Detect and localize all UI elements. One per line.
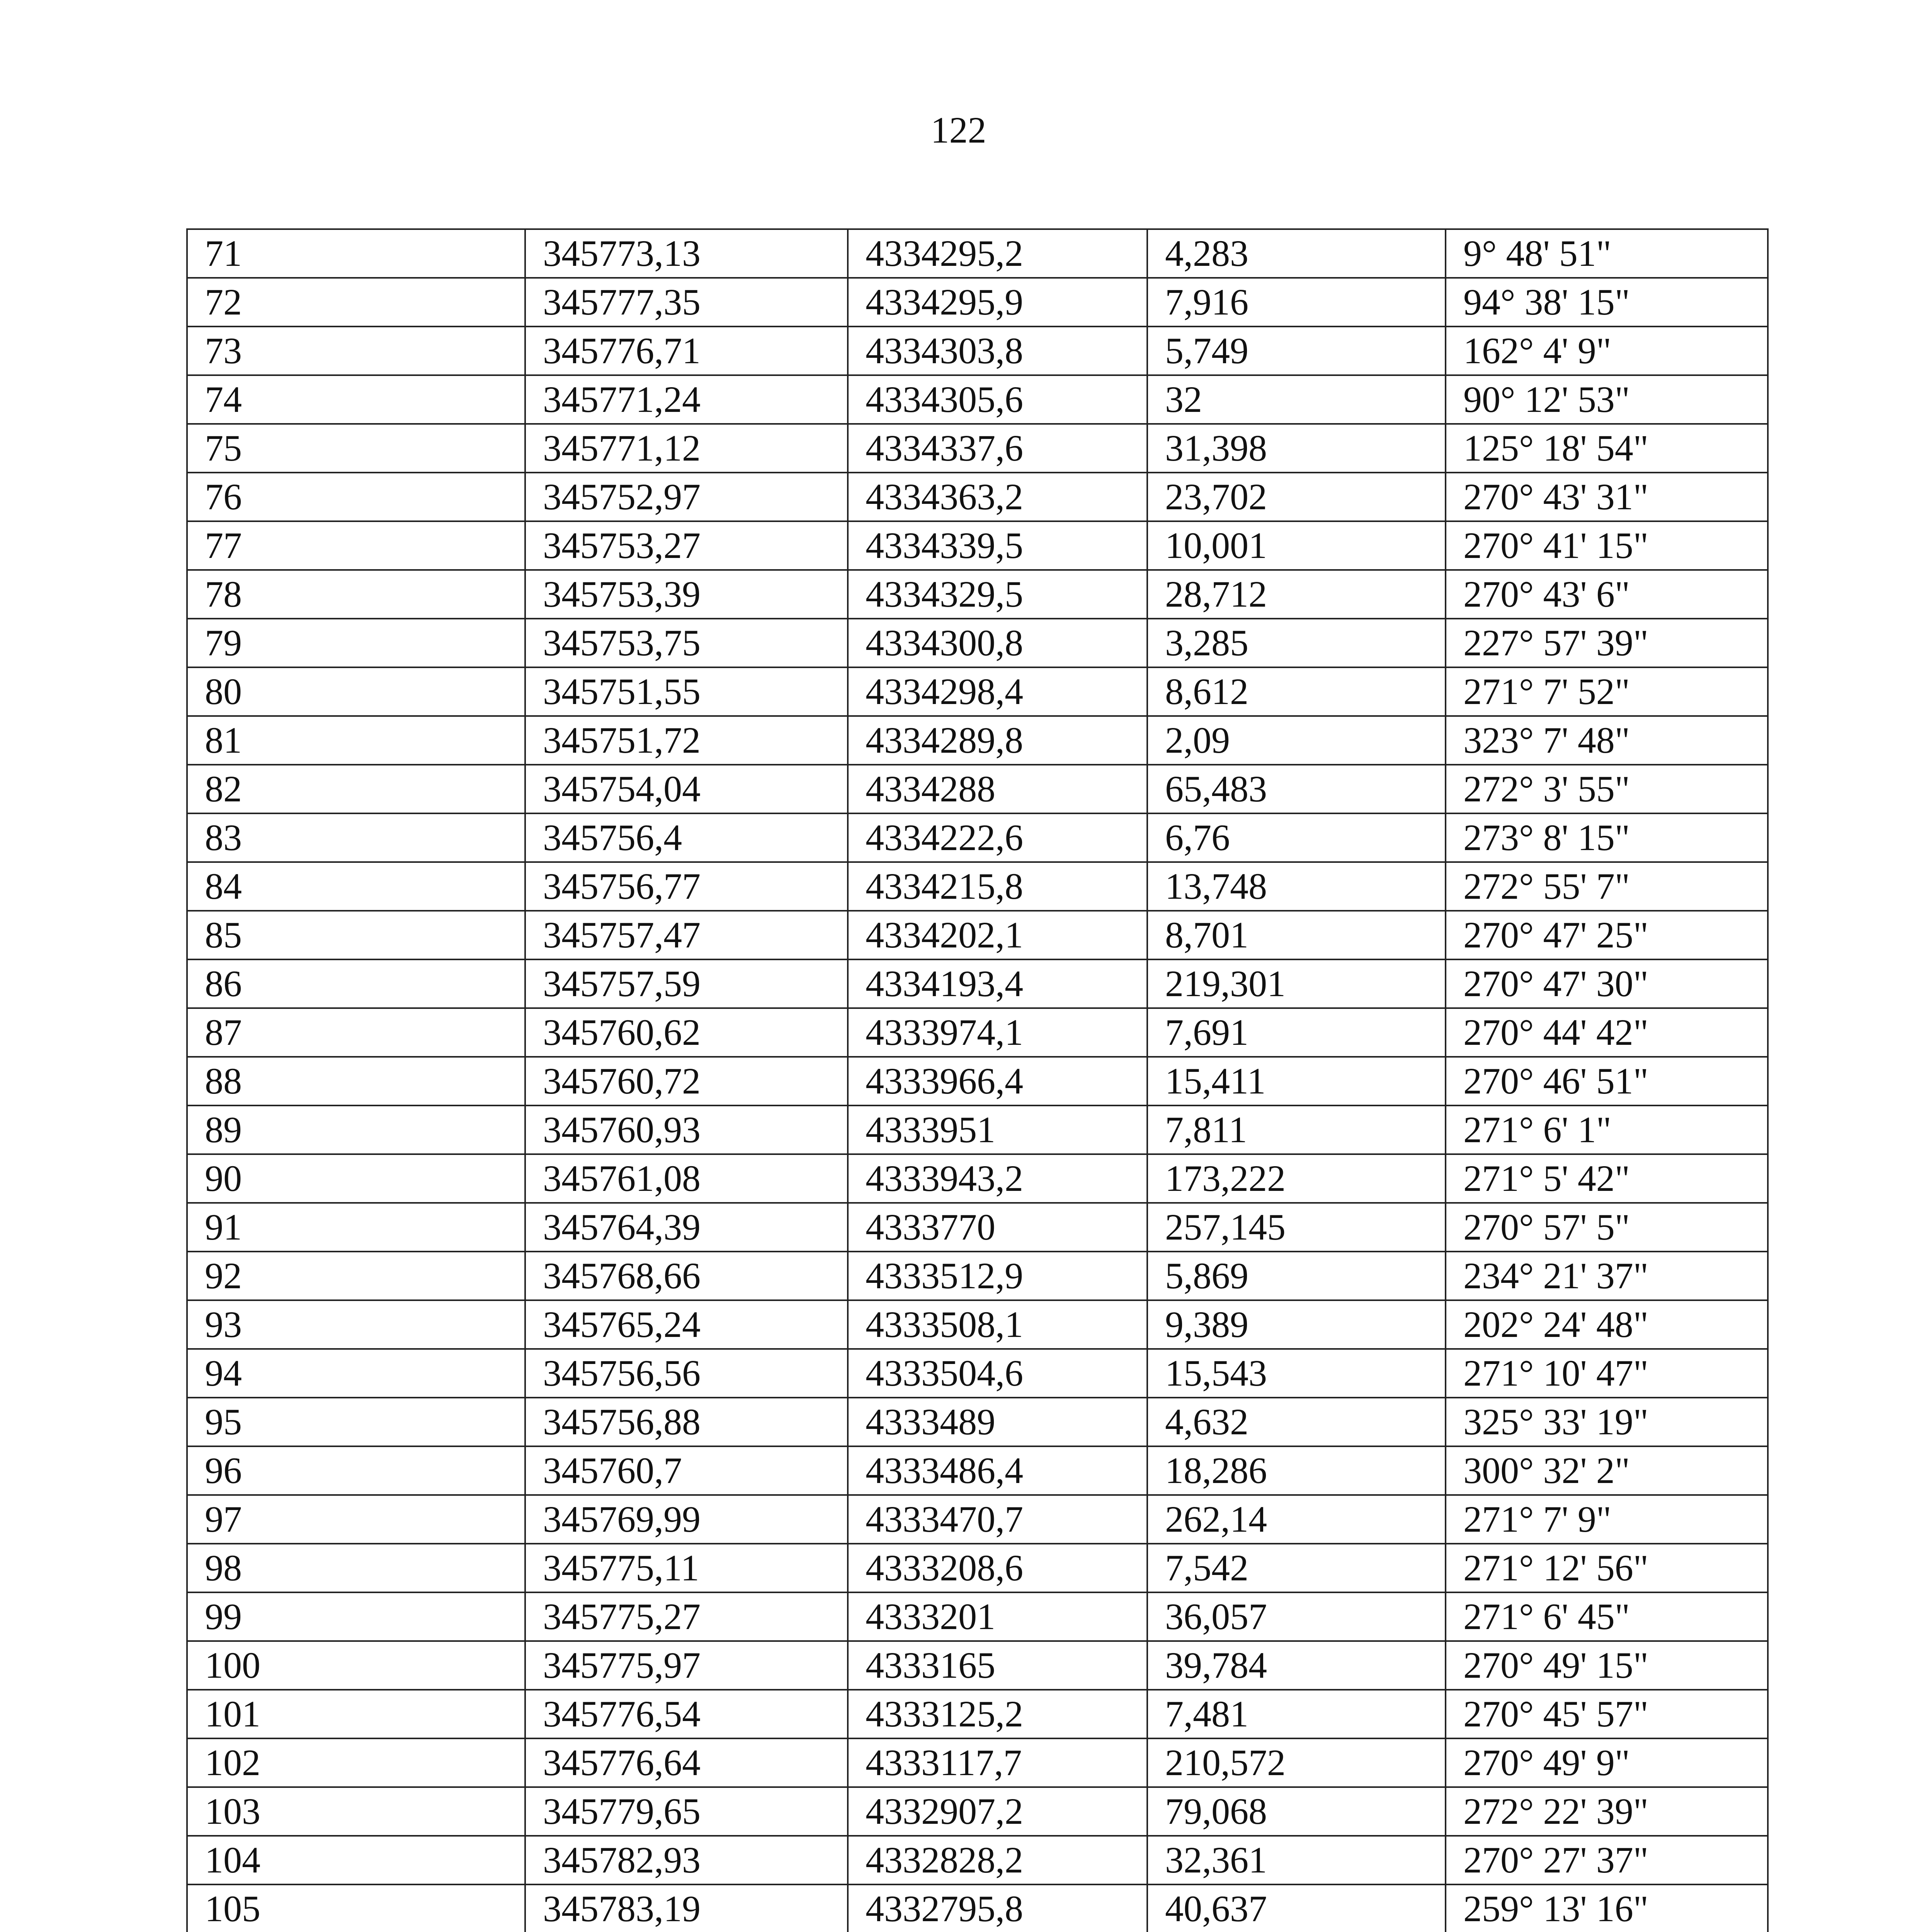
point-number-cell: 92 [187, 1252, 525, 1300]
y-coordinate-cell: 4334202,1 [848, 911, 1147, 959]
table-row [187, 1398, 1768, 1446]
length-cell: 4,283 [1147, 229, 1446, 278]
bearing-cell: 270° 49' 15" [1446, 1641, 1768, 1690]
y-coordinate-cell: 4334289,8 [848, 716, 1147, 765]
length-cell: 23,702 [1147, 473, 1446, 521]
x-coordinate-cell: 345751,55 [525, 667, 848, 716]
bearing-cell: 270° 45' 57" [1446, 1690, 1768, 1738]
point-number-cell: 76 [187, 473, 525, 521]
point-number-cell: 75 [187, 424, 525, 473]
table-row [187, 813, 1768, 862]
point-number-cell: 81 [187, 716, 525, 765]
table-row [187, 521, 1768, 570]
x-coordinate-cell: 345753,27 [525, 521, 848, 570]
point-number-cell: 101 [187, 1690, 525, 1738]
point-number-cell: 71 [187, 229, 525, 278]
bearing-cell: 272° 22' 39" [1446, 1787, 1768, 1836]
table-row [187, 327, 1768, 375]
length-cell: 6,76 [1147, 813, 1446, 862]
table-row [187, 911, 1768, 959]
table-row [187, 1836, 1768, 1884]
bearing-cell: 270° 41' 15" [1446, 521, 1768, 570]
y-coordinate-cell: 4333165 [848, 1641, 1147, 1690]
bearing-cell: 227° 57' 39" [1446, 619, 1768, 667]
x-coordinate-cell: 345776,71 [525, 327, 848, 375]
bearing-cell: 272° 3' 55" [1446, 765, 1768, 813]
y-coordinate-cell: 4332907,2 [848, 1787, 1147, 1836]
point-number-cell: 85 [187, 911, 525, 959]
table-row [187, 1008, 1768, 1057]
table-row [187, 375, 1768, 424]
y-coordinate-cell: 4334300,8 [848, 619, 1147, 667]
table-row [187, 1057, 1768, 1105]
x-coordinate-cell: 345777,35 [525, 278, 848, 327]
table-row [187, 1105, 1768, 1154]
bearing-cell: 270° 47' 30" [1446, 959, 1768, 1008]
table-row [187, 1787, 1768, 1836]
length-cell: 15,543 [1147, 1349, 1446, 1398]
point-number-cell: 84 [187, 862, 525, 911]
y-coordinate-cell: 4333974,1 [848, 1008, 1147, 1057]
x-coordinate-cell: 345751,72 [525, 716, 848, 765]
bearing-cell: 9° 48' 51" [1446, 229, 1768, 278]
bearing-cell: 270° 43' 31" [1446, 473, 1768, 521]
table-row [187, 1203, 1768, 1252]
x-coordinate-cell: 345773,13 [525, 229, 848, 278]
x-coordinate-cell: 345756,77 [525, 862, 848, 911]
x-coordinate-cell: 345756,56 [525, 1349, 848, 1398]
table-row [187, 765, 1768, 813]
bearing-cell: 125° 18' 54" [1446, 424, 1768, 473]
length-cell: 18,286 [1147, 1446, 1446, 1495]
point-number-cell: 86 [187, 959, 525, 1008]
x-coordinate-cell: 345779,65 [525, 1787, 848, 1836]
x-coordinate-cell: 345771,24 [525, 375, 848, 424]
x-coordinate-cell: 345753,75 [525, 619, 848, 667]
table-row [187, 667, 1768, 716]
bearing-cell: 323° 7' 48" [1446, 716, 1768, 765]
x-coordinate-cell: 345776,54 [525, 1690, 848, 1738]
x-coordinate-cell: 345752,97 [525, 473, 848, 521]
bearing-cell: 259° 13' 16" [1446, 1884, 1768, 1932]
x-coordinate-cell: 345776,64 [525, 1738, 848, 1787]
y-coordinate-cell: 4334329,5 [848, 570, 1147, 619]
point-number-cell: 72 [187, 278, 525, 327]
bearing-cell: 271° 7' 9" [1446, 1495, 1768, 1544]
point-number-cell: 90 [187, 1154, 525, 1203]
y-coordinate-cell: 4334339,5 [848, 521, 1147, 570]
y-coordinate-cell: 4334295,2 [848, 229, 1147, 278]
x-coordinate-cell: 345760,62 [525, 1008, 848, 1057]
table-row [187, 473, 1768, 521]
length-cell: 65,483 [1147, 765, 1446, 813]
length-cell: 79,068 [1147, 1787, 1446, 1836]
bearing-cell: 94° 38' 15" [1446, 278, 1768, 327]
point-number-cell: 88 [187, 1057, 525, 1105]
table-row [187, 716, 1768, 765]
y-coordinate-cell: 4334222,6 [848, 813, 1147, 862]
point-number-cell: 83 [187, 813, 525, 862]
y-coordinate-cell: 4333951 [848, 1105, 1147, 1154]
point-number-cell: 104 [187, 1836, 525, 1884]
point-number-cell: 77 [187, 521, 525, 570]
y-coordinate-cell: 4333208,6 [848, 1544, 1147, 1592]
x-coordinate-cell: 345756,4 [525, 813, 848, 862]
length-cell: 262,14 [1147, 1495, 1446, 1544]
table-row [187, 1690, 1768, 1738]
length-cell: 39,784 [1147, 1641, 1446, 1690]
bearing-cell: 270° 46' 51" [1446, 1057, 1768, 1105]
point-number-cell: 87 [187, 1008, 525, 1057]
y-coordinate-cell: 4333504,6 [848, 1349, 1147, 1398]
y-coordinate-cell: 4333512,9 [848, 1252, 1147, 1300]
page-number: 122 [930, 109, 987, 151]
table-row [187, 1738, 1768, 1787]
y-coordinate-cell: 4334295,9 [848, 278, 1147, 327]
point-number-cell: 78 [187, 570, 525, 619]
y-coordinate-cell: 4334298,4 [848, 667, 1147, 716]
y-coordinate-cell: 4333486,4 [848, 1446, 1147, 1495]
point-number-cell: 100 [187, 1641, 525, 1690]
bearing-cell: 270° 44' 42" [1446, 1008, 1768, 1057]
x-coordinate-cell: 345756,88 [525, 1398, 848, 1446]
bearing-cell: 271° 10' 47" [1446, 1349, 1768, 1398]
bearing-cell: 271° 6' 45" [1446, 1592, 1768, 1641]
point-number-cell: 97 [187, 1495, 525, 1544]
length-cell: 9,389 [1147, 1300, 1446, 1349]
y-coordinate-cell: 4333943,2 [848, 1154, 1147, 1203]
x-coordinate-cell: 345765,24 [525, 1300, 848, 1349]
point-number-cell: 99 [187, 1592, 525, 1641]
bearing-cell: 270° 43' 6" [1446, 570, 1768, 619]
table-row [187, 570, 1768, 619]
table-row [187, 1495, 1768, 1544]
point-number-cell: 73 [187, 327, 525, 375]
table-row [187, 1300, 1768, 1349]
y-coordinate-cell: 4334363,2 [848, 473, 1147, 521]
x-coordinate-cell: 345761,08 [525, 1154, 848, 1203]
point-number-cell: 94 [187, 1349, 525, 1398]
y-coordinate-cell: 4334303,8 [848, 327, 1147, 375]
bearing-cell: 202° 24' 48" [1446, 1300, 1768, 1349]
table-row [187, 1884, 1768, 1932]
x-coordinate-cell: 345757,59 [525, 959, 848, 1008]
length-cell: 13,748 [1147, 862, 1446, 911]
length-cell: 15,411 [1147, 1057, 1446, 1105]
x-coordinate-cell: 345769,99 [525, 1495, 848, 1544]
y-coordinate-cell: 4334337,6 [848, 424, 1147, 473]
point-number-cell: 80 [187, 667, 525, 716]
x-coordinate-cell: 345775,27 [525, 1592, 848, 1641]
bearing-cell: 270° 27' 37" [1446, 1836, 1768, 1884]
bearing-cell: 234° 21' 37" [1446, 1252, 1768, 1300]
table-row [187, 1641, 1768, 1690]
coordinates-table-body [187, 229, 1768, 1932]
x-coordinate-cell: 345754,04 [525, 765, 848, 813]
x-coordinate-cell: 345783,19 [525, 1884, 848, 1932]
length-cell: 210,572 [1147, 1738, 1446, 1787]
bearing-cell: 271° 6' 1" [1446, 1105, 1768, 1154]
table-row [187, 959, 1768, 1008]
y-coordinate-cell: 4333966,4 [848, 1057, 1147, 1105]
length-cell: 8,701 [1147, 911, 1446, 959]
length-cell: 40,637 [1147, 1884, 1446, 1932]
point-number-cell: 102 [187, 1738, 525, 1787]
length-cell: 7,811 [1147, 1105, 1446, 1154]
length-cell: 31,398 [1147, 424, 1446, 473]
x-coordinate-cell: 345768,66 [525, 1252, 848, 1300]
x-coordinate-cell: 345764,39 [525, 1203, 848, 1252]
table-row [187, 1446, 1768, 1495]
bearing-cell: 273° 8' 15" [1446, 813, 1768, 862]
bearing-cell: 90° 12' 53" [1446, 375, 1768, 424]
length-cell: 5,869 [1147, 1252, 1446, 1300]
length-cell: 2,09 [1147, 716, 1446, 765]
length-cell: 32 [1147, 375, 1446, 424]
x-coordinate-cell: 345782,93 [525, 1836, 848, 1884]
length-cell: 219,301 [1147, 959, 1446, 1008]
x-coordinate-cell: 345760,93 [525, 1105, 848, 1154]
y-coordinate-cell: 4334193,4 [848, 959, 1147, 1008]
point-number-cell: 82 [187, 765, 525, 813]
y-coordinate-cell: 4333489 [848, 1398, 1147, 1446]
x-coordinate-cell: 345760,72 [525, 1057, 848, 1105]
length-cell: 7,481 [1147, 1690, 1446, 1738]
x-coordinate-cell: 345775,11 [525, 1544, 848, 1592]
y-coordinate-cell: 4333117,7 [848, 1738, 1147, 1787]
x-coordinate-cell: 345771,12 [525, 424, 848, 473]
length-cell: 173,222 [1147, 1154, 1446, 1203]
table-row [187, 1252, 1768, 1300]
length-cell: 32,361 [1147, 1836, 1446, 1884]
table-row [187, 1544, 1768, 1592]
table-row [187, 424, 1768, 473]
y-coordinate-cell: 4333201 [848, 1592, 1147, 1641]
point-number-cell: 96 [187, 1446, 525, 1495]
table-row [187, 1592, 1768, 1641]
point-number-cell: 98 [187, 1544, 525, 1592]
length-cell: 7,916 [1147, 278, 1446, 327]
y-coordinate-cell: 4334305,6 [848, 375, 1147, 424]
y-coordinate-cell: 4334288 [848, 765, 1147, 813]
bearing-cell: 270° 47' 25" [1446, 911, 1768, 959]
x-coordinate-cell: 345757,47 [525, 911, 848, 959]
length-cell: 36,057 [1147, 1592, 1446, 1641]
table-row [187, 1349, 1768, 1398]
point-number-cell: 103 [187, 1787, 525, 1836]
length-cell: 28,712 [1147, 570, 1446, 619]
table-row [187, 862, 1768, 911]
bearing-cell: 300° 32' 2" [1446, 1446, 1768, 1495]
table-row [187, 619, 1768, 667]
length-cell: 10,001 [1147, 521, 1446, 570]
bearing-cell: 272° 55' 7" [1446, 862, 1768, 911]
y-coordinate-cell: 4334215,8 [848, 862, 1147, 911]
point-number-cell: 91 [187, 1203, 525, 1252]
bearing-cell: 271° 12' 56" [1446, 1544, 1768, 1592]
length-cell: 7,691 [1147, 1008, 1446, 1057]
bearing-cell: 271° 5' 42" [1446, 1154, 1768, 1203]
y-coordinate-cell: 4333770 [848, 1203, 1147, 1252]
point-number-cell: 79 [187, 619, 525, 667]
bearing-cell: 270° 57' 5" [1446, 1203, 1768, 1252]
bearing-cell: 162° 4' 9" [1446, 327, 1768, 375]
y-coordinate-cell: 4333470,7 [848, 1495, 1147, 1544]
bearing-cell: 270° 49' 9" [1446, 1738, 1768, 1787]
point-number-cell: 95 [187, 1398, 525, 1446]
point-number-cell: 89 [187, 1105, 525, 1154]
coordinates-table [186, 228, 1769, 1932]
table-row [187, 1154, 1768, 1203]
y-coordinate-cell: 4332828,2 [848, 1836, 1147, 1884]
y-coordinate-cell: 4333508,1 [848, 1300, 1147, 1349]
bearing-cell: 271° 7' 52" [1446, 667, 1768, 716]
point-number-cell: 93 [187, 1300, 525, 1349]
x-coordinate-cell: 345760,7 [525, 1446, 848, 1495]
point-number-cell: 74 [187, 375, 525, 424]
table-row [187, 229, 1768, 278]
x-coordinate-cell: 345753,39 [525, 570, 848, 619]
bearing-cell: 325° 33' 19" [1446, 1398, 1768, 1446]
length-cell: 4,632 [1147, 1398, 1446, 1446]
y-coordinate-cell: 4332795,8 [848, 1884, 1147, 1932]
length-cell: 8,612 [1147, 667, 1446, 716]
y-coordinate-cell: 4333125,2 [848, 1690, 1147, 1738]
length-cell: 257,145 [1147, 1203, 1446, 1252]
point-number-cell: 105 [187, 1884, 525, 1932]
length-cell: 3,285 [1147, 619, 1446, 667]
length-cell: 7,542 [1147, 1544, 1446, 1592]
length-cell: 5,749 [1147, 327, 1446, 375]
table-row [187, 278, 1768, 327]
x-coordinate-cell: 345775,97 [525, 1641, 848, 1690]
